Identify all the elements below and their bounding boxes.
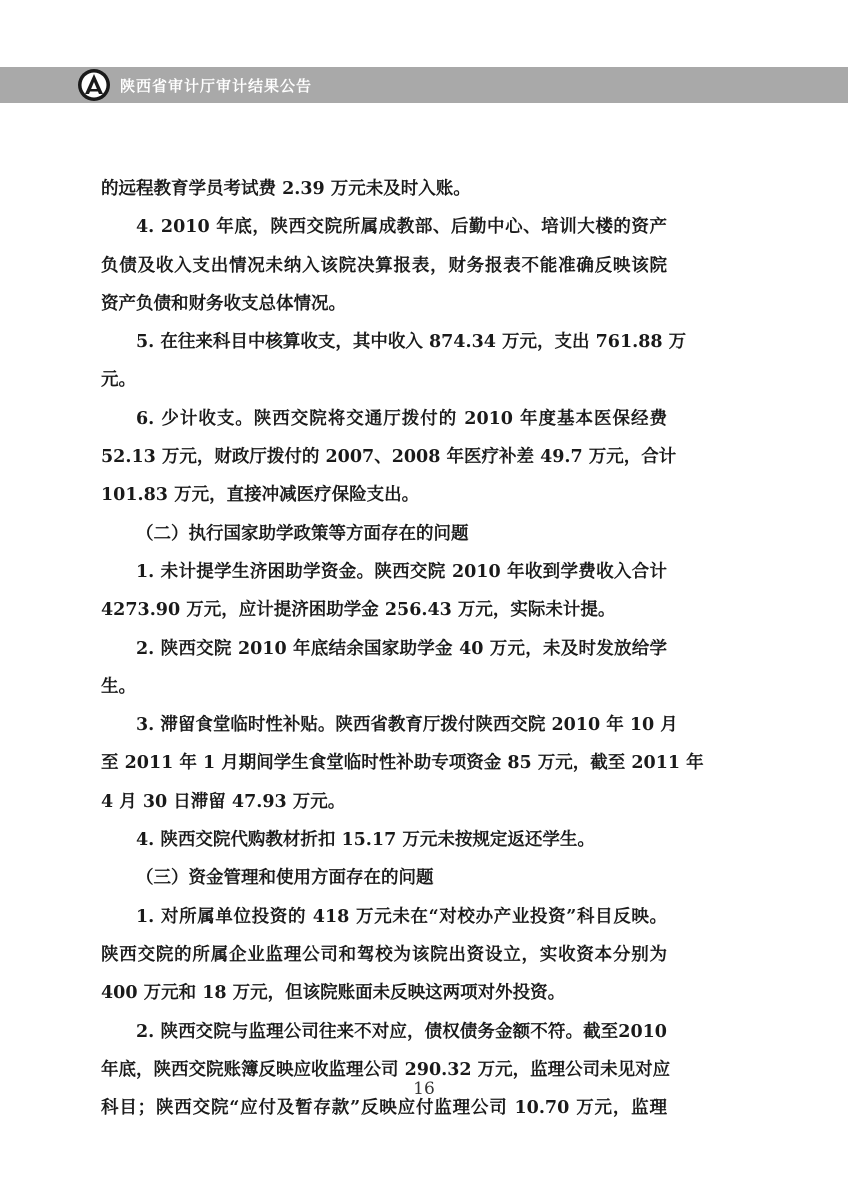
- paragraph-line: 3. 滞留食堂临时性补贴。陕西省教育厅拨付陕西交院 2010 年 10 月: [136, 715, 678, 736]
- paragraph-line: 2. 陕西交院 2010 年底结余国家助学金 40 万元，未及时发放给学: [136, 638, 667, 659]
- paragraph-line: 至 2011 年 1 月期间学生食堂临时性补助专项资金 85 万元，截至 2011 年: [101, 753, 704, 774]
- section-heading: （三）资金管理和使用方面存在的问题: [136, 868, 434, 889]
- paragraph-line: 负债及收入支出情况未纳入该院决算报表，财务报表不能准确反映该院: [101, 255, 667, 276]
- paragraph-line: 52.13 万元，财政厅拨付的 2007、2008 年医疗补差 49.7 万元，合计: [101, 447, 677, 468]
- paragraph-line: 4 月 30 日滞留 47.93 万元。: [101, 791, 346, 812]
- paragraph-line: 陕西交院的所属企业监理公司和驾校为该院出资设立，实收资本分别为: [101, 944, 667, 965]
- paragraph-line: 2. 陕西交院与监理公司往来不对应，债权债务金额不符。截至2010: [136, 1021, 667, 1042]
- page-number: 16: [413, 1079, 435, 1099]
- paragraph-line: 101.83 万元，直接冲减医疗保险支出。: [101, 485, 420, 506]
- paragraph-line: 的远程教育学员考试费 2.39 万元未及时入账。: [101, 179, 471, 199]
- paragraph-line: 科目；陕西交院“应付及暂存款”反映应付监理公司 10.70 万元，监理: [101, 1098, 667, 1119]
- paragraph-line: 400 万元和 18 万元，但该院账面未反映这两项对外投资。: [101, 983, 566, 1004]
- paragraph-line: 4. 陕西交院代购教材折扣 15.17 万元未按规定返还学生。: [136, 830, 595, 851]
- paragraph-line: 4273.90 万元，应计提济困助学金 256.43 万元，实际未计提。: [101, 600, 616, 621]
- paragraph-line: 4. 2010 年底，陕西交院所属成教部、后勤中心、培训大楼的资产: [136, 217, 667, 238]
- publication-title: 陕西省审计厅审计结果公告: [120, 77, 313, 95]
- report-body: [101, 170, 704, 1127]
- paragraph-line: 6. 少计收支。陕西交院将交通厅拨付的 2010 年度基本医保经费: [136, 408, 667, 429]
- paragraph-line: 元。: [101, 370, 136, 391]
- paragraph-line: 年底，陕西交院账簿反映应收监理公司 290.32 万元，监理公司未见对应: [101, 1059, 671, 1080]
- section-heading: （二）执行国家助学政策等方面存在的问题: [136, 523, 469, 544]
- paragraph-line: 1. 对所属单位投资的 418 万元未在“对校办产业投资”科目反映。: [136, 906, 667, 927]
- paragraph-line: 生。: [101, 676, 136, 697]
- paragraph-line: 1. 未计提学生济困助学资金。陕西交院 2010 年收到学费收入合计: [136, 561, 667, 582]
- paragraph-line: 资产负债和财务收支总体情况。: [101, 293, 346, 314]
- paragraph-line: 5. 在往来科目中核算收支，其中收入 874.34 万元，支出 761.88 万: [136, 332, 687, 353]
- audit-emblem-icon: [77, 68, 111, 102]
